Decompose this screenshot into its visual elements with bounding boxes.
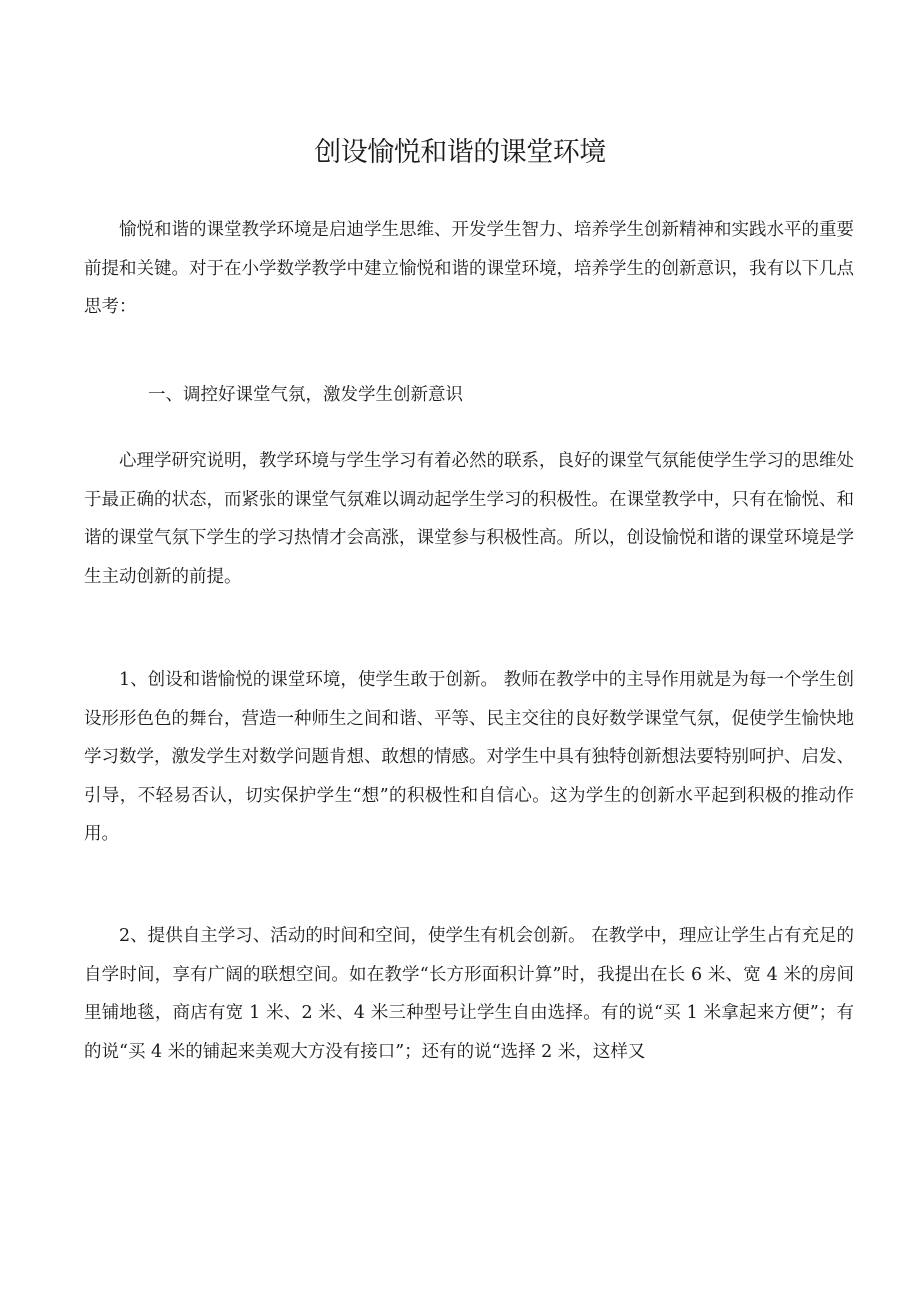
point-one-paragraph: 1、创设和谐愉悦的课堂环境，使学生敢于创新。 教师在教学中的主导作用就是为每一个学生创设形形色色的舞台，营造一种师生之间和谐、平等、民主交往的良好数学课堂气氛，促使学生愉快地学习数学，激发学生对数学问题肯想、敢想的情感。对学生中具有独特创新想法要特别呵护、启发、引导，不轻易否认，切实保护学生“想”的积极性和自信心。这为学生的创新水平起到积极的推动作用。: [84, 670, 854, 844]
section-heading: 一、调控好课堂气氛，激发学生创新意识: [148, 385, 463, 405]
document-title: 创设愉悦和谐的课堂环境: [314, 137, 606, 168]
point-two-paragraph: 2、提供自主学习、活动的时间和空间，使学生有机会创新。 在教学中，理应让学生占有充足的自学时间，享有广阔的联想空间。如在教学“长方形面积计算”时，我提出在长 6 米、宽 4 米的房间里铺地毯，商店有宽 1 米、2 米、4 米三种型号让学生自由选择。有的说“买 1 米拿起来方便”；有的说“买 4 米的铺起来美观大方没有接口”；还有的说“选择 2 米，这样又: [84, 926, 854, 1062]
intro-paragraph: 愉悦和谐的课堂教学环境是启迪学生思维、开发学生智力、培养学生创新精神和实践水平的重要前提和关键。对于在小学数学教学中建立愉悦和谐的课堂环境，培养学生的创新意识，我有以下几点思考：: [84, 220, 854, 317]
section-body-paragraph: 心理学研究说明，教学环境与学生学习有着必然的联系，良好的课堂气氛能使学生学习的思维处于最正确的状态，而紧张的课堂气氛难以调动起学生学习的积极性。在课堂教学中，只有在愉悦、和谐的课堂气氛下学生的学习热情才会高涨，课堂参与积极性高。所以，创设愉悦和谐的课堂环境是学生主动创新的前提。: [84, 451, 854, 587]
